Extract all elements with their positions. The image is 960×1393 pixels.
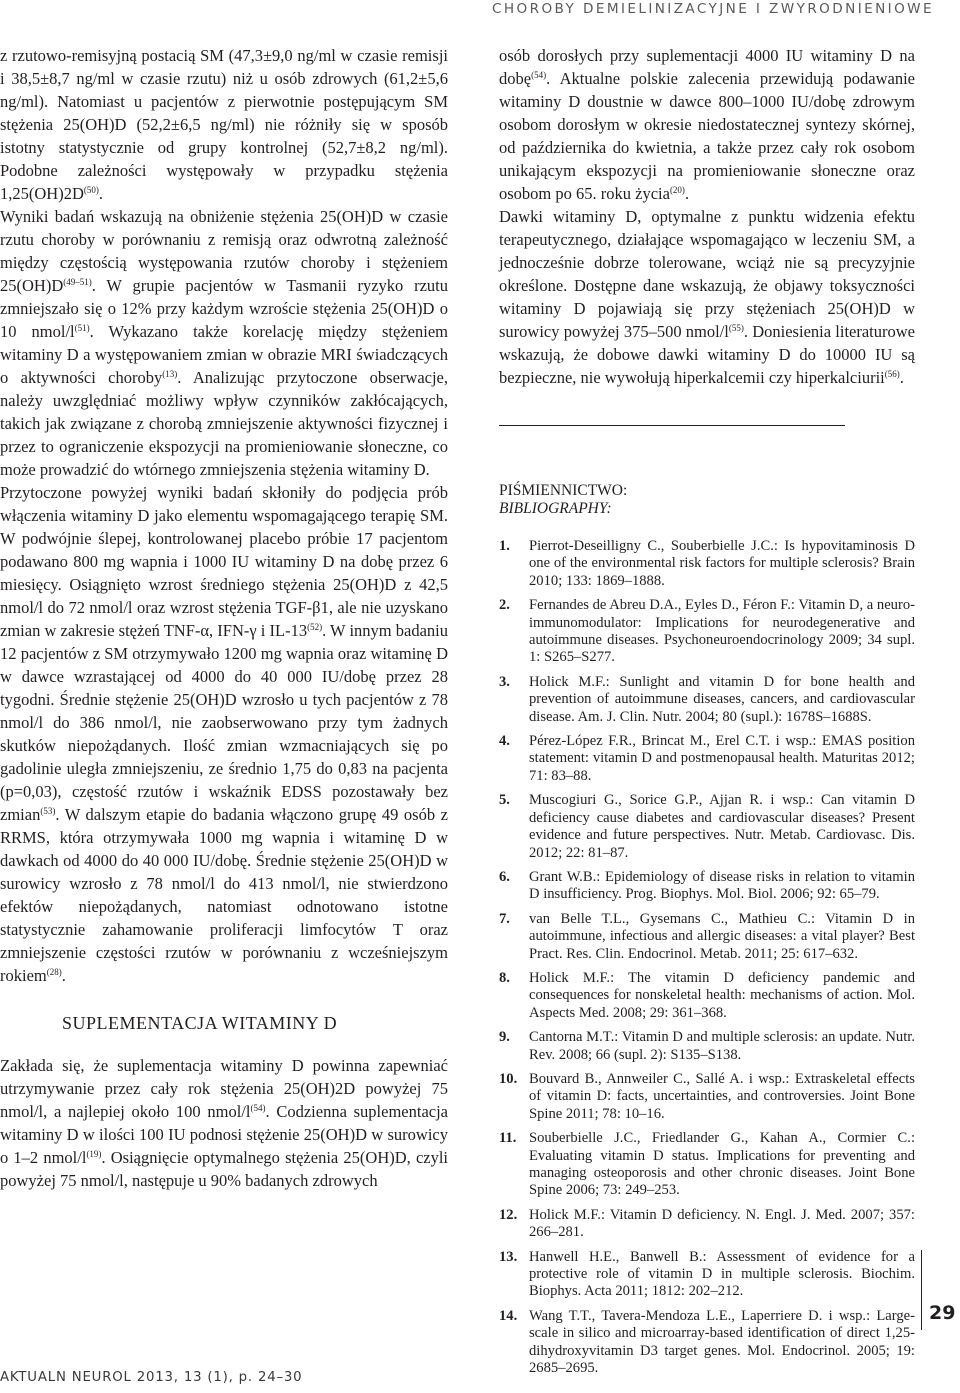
citation-superscript: (53) <box>40 806 56 816</box>
citation-superscript: (56) <box>884 369 900 379</box>
citation-superscript: (54) <box>250 1103 266 1113</box>
reference-item <box>499 1130 915 1200</box>
right-column <box>499 44 915 1384</box>
paragraph: z rzutowo-remisyjną postacią SM (47,3±9,0 ng/ml w czasie remisji i 38,5±8,7 ng/ml w czasie rzutu) niż u osób zdrowych (61,2±5,6 ng/ml). Natomiast u pacjentów z pierwotnie postępującym SM stężenia 25(OH)D (52,2±6,5 ng/ml) nie różniły się w sposób istotny statystycznie od grupy kontrolnej (52,7±8,2 ng/ml). Podobne zależności występowały w przypadku stężenia $1,25(OH)2D^{(50)}$. <box>0 46 448 203</box>
reference-number: 3. <box>499 673 510 690</box>
reference-text: Souberbielle J.C., Friedlander G., Kahan A., Cormier C.: Evaluating vitamin D status. Implications for preventing and managing osteoporosis and other chronic diseases. Joint Bone Spine 2006; 73: 249–253. <box>529 1130 915 1199</box>
reference-text: Holick M.F.: The vitamin D deficiency pandemic and consequences for nonskeletal health: mechanisms of action. Mol. Aspects Med. 2008; 29: 361–368. <box>529 969 915 1021</box>
reference-text: Grant W.B.: Epidemiology of disease risks in relation to vitamin D insufficiency. Prog. Biophys. Mol. Biol. 2006; 92: 65–79. <box>529 868 915 903</box>
reference-text: Bouvard B., Annweiler C., Sallé A. i wsp.: Extraskeletal effects of vitamin D: facts, uncertainties, and controversies. Joint Bone Spine 2011; 78: 10–16. <box>529 1070 915 1122</box>
reference-item <box>499 1308 915 1378</box>
reference-number: 9. <box>499 1029 510 1046</box>
citation-superscript: (28) <box>46 967 62 977</box>
section-divider <box>499 425 845 426</box>
reference-number: 10. <box>499 1070 518 1087</box>
citation-superscript: (55) <box>728 323 744 333</box>
reference-item <box>499 792 915 862</box>
reference-item <box>499 970 915 1022</box>
citation-superscript: (13) <box>162 369 178 379</box>
bibliography-heading <box>499 482 915 518</box>
reference-item <box>499 674 915 726</box>
reference-item <box>499 911 915 963</box>
paragraph: Przytoczone powyżej wyniki badań skłoniły do podjęcia prób włączenia witaminy D jako elementu wspomagającego terapię SM. W podwójnie ślepej, kontrolowanej placebo próbie 17 pacjentom podawano 800 mg wapnia i 1000 IU witaminy D na dobę przez 6 miesięcy. Osiągnięto wzrost średniego stężenia 25(OH)D z 42,5 nmol/l do 72 nmol/l oraz wzrost stężenia TGF-β1, ale nie uzyskano zmian w zakresie stężeń TNF-α, IFN-γ i IL-13$^{(52)}$. W innym badaniu 12 pacjentów z SM otrzymywało 1200 mg wapnia oraz witaminę D w dawce wzrastającej od 4000 do 40 000 IU/dobę przez 28 tygodni. Średnie stężenie 25(OH)D wzrosło u tych pacjentów z 78 nmol/l do 386 nmol/l, nie zaobserwowano przy tym żadnych skutków niepożądanych. Ilość zmian wzmacniających się po gadolinie uległa zmniejszeniu, ze średnio 1,75 do 0,83 na pacjenta (p=0,03), częstość rzutów i wskaźnik EDSS pozostawały bez zmian$^{(53)}$. W dalszym etapie do badania włączono grupę 49 osób z RRMS, która otrzymywała 1000 mg wapnia i witaminę D w dawkach od 4000 do 40 000 IU/dobę. Średnie stężenie 25(OH)D w surowicy wzrosło z 78 nmol/l do 413 nmol/l, nie stwierdzono efektów niepożądanych, natomiast odnotowano istotne statystycznie zahamowanie proliferacji limfocytów T oraz zmniejszenie częstości rzutów w porównaniu z wcześniejszym rokiem$^{(28)}$. <box>0 483 448 985</box>
paragraph: osób dorosłych przy suplementacji 4000 IU witaminy D na dobę$^{(54)}$. Aktualne polskie zalecenia przewidują podawanie witaminy D doustnie w dawce 800–1000 IU/dobę zdrowym osobom dorosłym w okresie niedostatecznej syntezy skórnej, od października do kwietnia, a także przez cały rok osobom unikającym ekspozycji na promieniowanie słoneczne oraz osobom po 65. roku życia$^{(20)}$. <box>499 46 915 203</box>
citation-superscript: (20) <box>669 185 685 195</box>
reference-number: 11. <box>499 1130 517 1147</box>
bibliography-heading-pl: PIŚMIENNICTWO: <box>499 482 628 499</box>
reference-text: Holick M.F.: Sunlight and vitamin D for bone health and prevention of autoimmune diseases, cancers, and cardiovascular disease. Am. J. Clin. Nutr. 2004; 80 (supl.): 1678S–1688S. <box>529 673 915 725</box>
reference-text: van Belle T.L., Gysemans C., Mathieu C.: Vitamin D in autoimmune, infectious and allergic diseases: a vital player? Best Pract. Res. Clin. Endocrinol. Metab. 2011; 25: 617–632. <box>529 910 915 962</box>
citation-superscript: (50) <box>83 185 99 195</box>
reference-list <box>499 538 915 1377</box>
reference-text: Wang T.T., Tavera-Mendoza L.E., Laperriere D. i wsp.: Large-scale in silico and microarray-based identification of direct 1,25-dihydroxyvitamin D3 target genes. Mol. Endocrinol. 2005; 19: 2685–2695. <box>529 1307 915 1377</box>
left-column <box>0 44 448 1192</box>
reference-text: Muscogiuri G., Sorice G.P., Ajjan R. i wsp.: Can vitamin D deficiency cause diabetes and cardiovascular diseases? Present evidence and future perspectives. Nutr. Metab. Cardiovasc. Dis. 2012; 22: 81–87. <box>529 792 915 861</box>
reference-number: 14. <box>499 1307 518 1324</box>
reference-text: Pérez-López F.R., Brincat M., Erel C.T. i wsp.: EMAS position statement: vitamin D and postmenopausal health. Maturitas 2012; 71: 83–88. <box>529 733 915 784</box>
reference-item <box>499 1071 915 1123</box>
reference-text: Holick M.F.: Vitamin D deficiency. N. Engl. J. Med. 2007; 357: 266–281. <box>529 1206 915 1241</box>
page-number: 29 <box>929 1302 956 1324</box>
reference-item <box>499 1029 915 1064</box>
page-number-box <box>921 1250 960 1330</box>
reference-number: 7. <box>499 910 510 927</box>
reference-item <box>499 538 915 590</box>
citation-superscript: (52) <box>307 622 323 632</box>
reference-number: 8. <box>499 969 510 986</box>
reference-text: Fernandes de Abreu D.A., Eyles D., Féron F.: Vitamin D, a neuro-immunomodulator: Implications for neurodegenerative and autoimmune diseases. Psychoneuroendocrinology 2009; 34 supl. 1: S265–S277. <box>529 597 915 666</box>
reference-item <box>499 597 915 667</box>
paragraph: Wyniki badań wskazują na obniżenie stężenia 25(OH)D w czasie rzutu choroby w porównaniu z remisją oraz odwrotną zależność między częstością występowania rzutów choroby i stężeniem $25(OH)D^{(49-51)}$. W grupie pacjentów w Tasmanii ryzyko rzutu zmniejszało się o 12% przy każdym wzroście stężenia 25(OH)D o 10 nmol/$l^{(51)}$. Wykazano także korelację między stężeniem witaminy D a występowaniem zmian w obrazie MRI świadczących o aktywności choroby$^{(13)}$. Analizując przytoczone obserwacje, należy uwzględniać możliwy wpływ czynników zakłócających, takich jak związane z chorobą zmniejszenie aktywności fizycznej i przez to ograniczenie ekspozycji na promieniowanie słoneczne, co może prowadzić do wtórnego zmniejszenia stężenia witaminy D. <box>0 207 448 479</box>
footer-citation: AKTUALN NEUROL 2013, 13 (1), p. 24–30 <box>0 1370 303 1385</box>
paragraph: Dawki witaminy D, optymalne z punktu widzenia efektu terapeutycznego, działające wspomagająco w leczeniu SM, a jednocześnie dobrze tolerowane, wciąż nie są precyzyjnie określone. Dostępne dane wskazują, że objawy toksyczności witaminy D pojawiają się przy stężeniach 25(OH)D w surowicy powyżej 375–500 nmol/$l^{(55)}$. Doniesienia literaturowe wskazują, że dobowe dawki witaminy D do 10000 IU są bezpieczne, nie wywołują hiperkalcemii czy hiperkalciurii$^{(56)}$. <box>499 207 915 387</box>
reference-number: 1. <box>499 538 510 554</box>
page-number-rule <box>921 1250 922 1330</box>
section-heading: SUPLEMENTACJA WITAMINY D <box>62 1013 338 1033</box>
running-title: CHOROBY DEMIELINIZACYJNE I ZWYRODNIENIOWE <box>492 1 934 17</box>
bibliography-heading-en: BIBLIOGRAPHY: <box>499 500 612 517</box>
running-header <box>0 0 960 24</box>
reference-number: 6. <box>499 868 510 885</box>
reference-item <box>499 1249 915 1301</box>
citation-superscript: (51) <box>74 323 90 333</box>
reference-number: 12. <box>499 1206 518 1223</box>
reference-number: 2. <box>499 597 510 614</box>
reference-item <box>499 733 915 785</box>
reference-text: Pierrot-Deseilligny C., Souberbielle J.C.: Is hypovitaminosis D one of the environmental risk factors for multiple sclerosis? Brain 2010; 133: 1869–1888. <box>529 538 915 589</box>
paragraph: Zakłada się, że suplementacja witaminy D powinna zapewniać utrzymywanie przez cały rok stężenia 25(OH)2D powyżej 75 nmol/l, a najlepiej około 100 nmol/$l^{(54)}$. Codzienna suplementacja witaminy D w ilości 100 IU podnosi stężenie 25(OH)D w surowicy o 1–2 nmol/$l^{(19)}$. Osiągnięcie optymalnego stężenia 25(OH)D, czyli powyżej 75 nmol/l, następuje u 90% badanych zdrowych <box>0 1056 449 1190</box>
reference-number: 4. <box>499 733 510 750</box>
reference-number: 13. <box>499 1248 518 1265</box>
reference-item <box>499 869 915 904</box>
reference-item <box>499 1207 915 1242</box>
reference-text: Cantorna M.T.: Vitamin D and multiple sclerosis: an update. Nutr. Rev. 2008; 66 (supl. 2): S135–S138. <box>529 1029 915 1063</box>
reference-number: 5. <box>499 792 510 809</box>
citation-superscript: (19) <box>86 1149 102 1159</box>
citation-superscript: (54) <box>531 70 547 80</box>
reference-text: Hanwell H.E., Banwell B.: Assessment of evidence for a protective role of vitamin D in multiple sclerosis. Biochim. Biophys. Acta 2011; 1812: 202–212. <box>529 1248 915 1300</box>
citation-superscript: (49–51) <box>63 277 92 287</box>
